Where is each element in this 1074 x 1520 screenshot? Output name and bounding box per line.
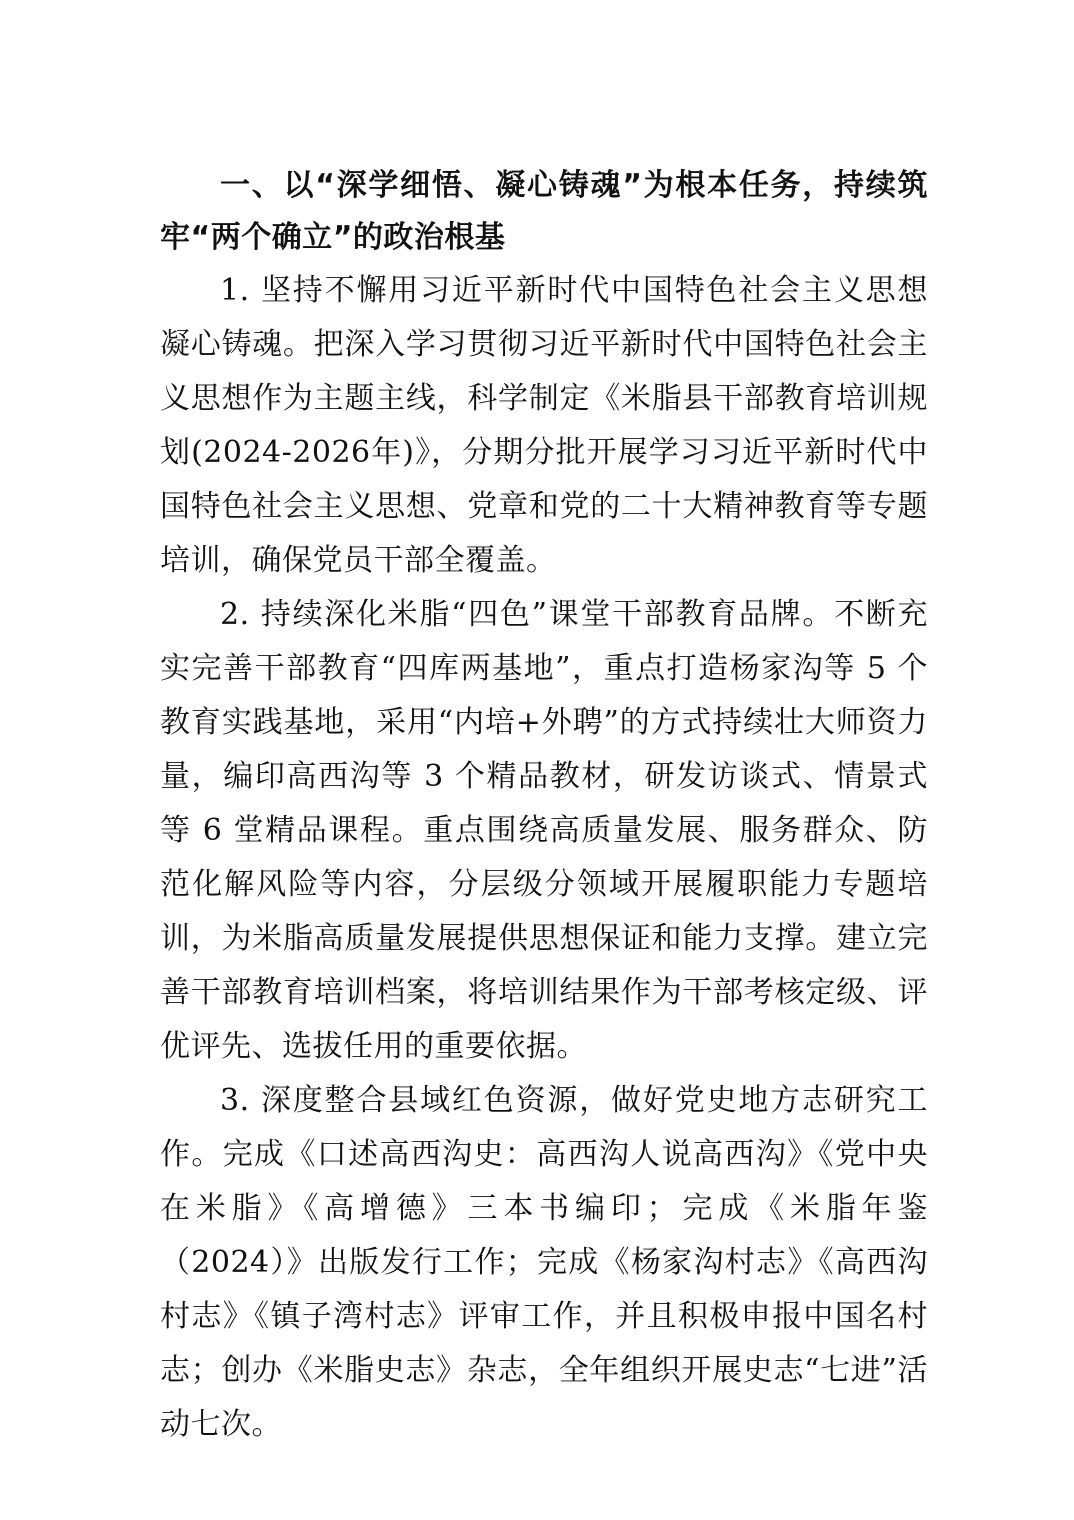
paragraph-1: 1. 坚持不懈用习近平新时代中国特色社会主义思想凝心铸魂。把深入学习贯彻习近平新时代中国特色社会主义思想作为主题主线，科学制定《米脂县干部教育培训规划(2024-2026年)》，分期分批开展学习习近平新时代中国特色社会主义思想、党章和党的二十大精神教育等专题培训，确保党员干部全覆盖。 bbox=[160, 273, 928, 578]
paragraph-2: 2. 持续深化米脂“四色”课堂干部教育品牌。不断充实完善干部教育“四库两基地”，重点打造杨家沟等 5 个教育实践基地，采用“内培+外聘”的方式持续壮大师资力量，编印高西沟等 3 个精品教材，研发访谈式、情景式等 6 堂精品课程。重点围绕高质量发展、服务群众、防范化解风险等内容，分层级分领域开展履职能力专题培训，为米脂高质量发展提供思想保证和能力支撑。建立完善干部教育培训档案，将培训结果作为干部考核定级、评优评先、选拔任用的重要依据。 bbox=[160, 597, 928, 1064]
section-heading: 一、以“深学细悟、凝心铸魂”为根本任务，持续筑牢“两个确立”的政治根基 bbox=[160, 168, 928, 255]
document-body bbox=[160, 160, 928, 1452]
paragraph-3: 3. 深度整合县域红色资源，做好党史地方志研究工作。完成《口述高西沟史：高西沟人说高西沟》《党中央在米脂》《高增德》三本书编印；完成《米脂年鉴（2024）》出版发行工作；完成《杨家沟村志》《高西沟村志》《镇子湾村志》评审工作，并且积极申报中国名村志；创办《米脂史志》杂志，全年组织开展史志“七进”活动七次。 bbox=[160, 1083, 928, 1442]
